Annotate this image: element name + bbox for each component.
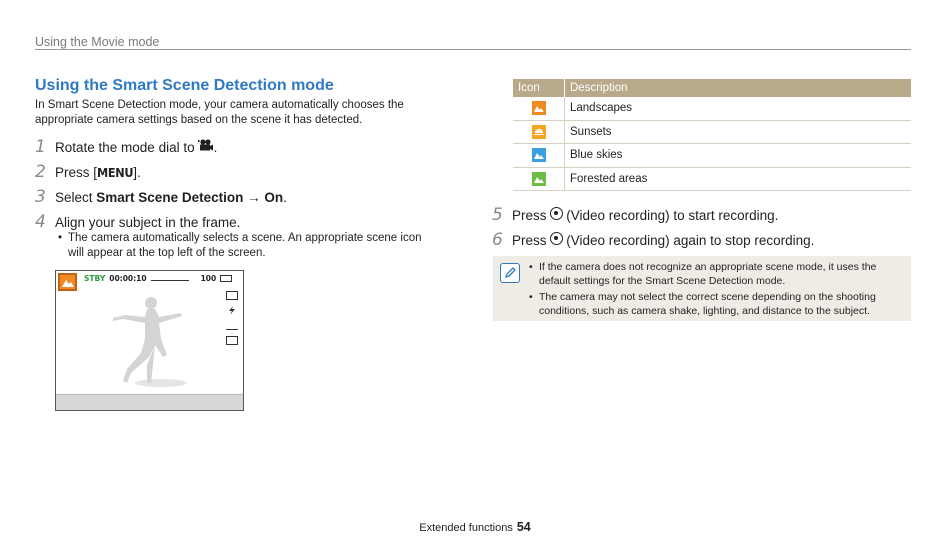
page-footer xyxy=(0,520,950,534)
scene-table xyxy=(513,79,911,191)
menu-key-icon: MENU xyxy=(97,165,134,180)
table-row xyxy=(513,97,911,121)
forest-icon xyxy=(532,172,546,186)
record-button-icon xyxy=(550,207,563,220)
lcd-status-bar xyxy=(84,274,232,283)
battery-icon xyxy=(220,275,232,282)
step-number: 6 xyxy=(492,230,503,250)
step-number: 2 xyxy=(35,162,46,182)
step-number: 5 xyxy=(492,205,503,225)
lcd-right-icons xyxy=(225,291,239,345)
step-text: (Video recording) to start recording. xyxy=(566,208,779,223)
blue-sky-icon xyxy=(532,148,546,162)
landscape-scene-icon xyxy=(58,273,77,291)
zoom-icon xyxy=(226,321,238,330)
step-5: 5 Press (Video recording) to start recording. xyxy=(492,205,779,225)
step-text: Align your subject in the frame. xyxy=(55,215,241,230)
step-number: 1 xyxy=(35,137,46,157)
step-text: Rotate the mode dial to xyxy=(55,140,195,155)
recording-time: 00:00:10 xyxy=(109,274,147,283)
row-label: Forested areas xyxy=(570,172,648,185)
step-text-pre: Select xyxy=(55,190,97,205)
zoom-bar-icon xyxy=(151,276,189,281)
menu-value: On xyxy=(264,190,284,205)
stabilizer-icon xyxy=(226,336,238,345)
step-text: (Video recording) again to stop recording. xyxy=(566,233,815,248)
standby-label: STBY xyxy=(84,274,106,283)
arrow-icon: → xyxy=(243,190,265,205)
step-6: 6 Press (Video recording) again to stop recording. xyxy=(492,230,815,250)
record-button-icon xyxy=(550,232,563,245)
lcd-bottom-bar xyxy=(56,394,243,410)
note-pencil-icon xyxy=(500,263,520,283)
movie-camera-icon xyxy=(198,139,214,155)
intro-text: In Smart Scene Detection mode, your camera automatically chooses the appropriate camera settings based on the scene it has detected. xyxy=(35,99,404,126)
note-item: • The camera may not select the correct scene depending on the shooting conditions, such as camera shake, lighting, and distance to the subject. xyxy=(529,290,905,318)
step-3: 3 Select Smart Scene Detection → On . xyxy=(35,187,287,207)
flash-icon xyxy=(226,306,238,315)
table-row xyxy=(513,168,911,192)
step-4 xyxy=(35,212,240,232)
table-row xyxy=(513,144,911,168)
landscape-icon xyxy=(532,101,546,115)
row-label: Sunsets xyxy=(570,125,612,138)
step-text-post: ]. xyxy=(133,165,141,180)
row-label: Blue skies xyxy=(570,149,623,162)
shot-count: 100 xyxy=(200,274,217,283)
step-number: 3 xyxy=(35,187,46,207)
footer-label: Extended functions xyxy=(419,522,513,534)
menu-option: Smart Scene Detection xyxy=(96,190,244,205)
dancer-silhouette-image xyxy=(111,295,191,390)
note-box xyxy=(493,256,911,321)
header-section-label: Using the Movie mode xyxy=(35,35,160,49)
step-number: 4 xyxy=(35,212,46,232)
step-text-pre: Press [ xyxy=(55,165,98,180)
step-4-bullet: • The camera automatically selects a scene. An appropriate scene icon will appear at the top left of the screen. xyxy=(58,231,438,260)
table-row xyxy=(513,121,911,145)
header-description: Description xyxy=(570,82,628,94)
step-2 xyxy=(35,162,141,182)
table-header xyxy=(513,79,911,97)
header-icon: Icon xyxy=(513,79,565,97)
note-item: • If the camera does not recognize an appropriate scene mode, it uses the default settings for the Smart Scene Detection mode. xyxy=(529,260,905,288)
sunset-icon xyxy=(532,125,546,139)
page-number: 54 xyxy=(516,520,531,534)
row-label: Landscapes xyxy=(570,102,633,115)
step-1: 1 Rotate the mode dial to . xyxy=(35,137,218,157)
page-header xyxy=(35,33,911,50)
section-title: Using the Smart Scene Detection mode xyxy=(35,77,334,94)
camera-screen-illustration xyxy=(55,270,244,411)
resolution-icon xyxy=(226,291,238,300)
